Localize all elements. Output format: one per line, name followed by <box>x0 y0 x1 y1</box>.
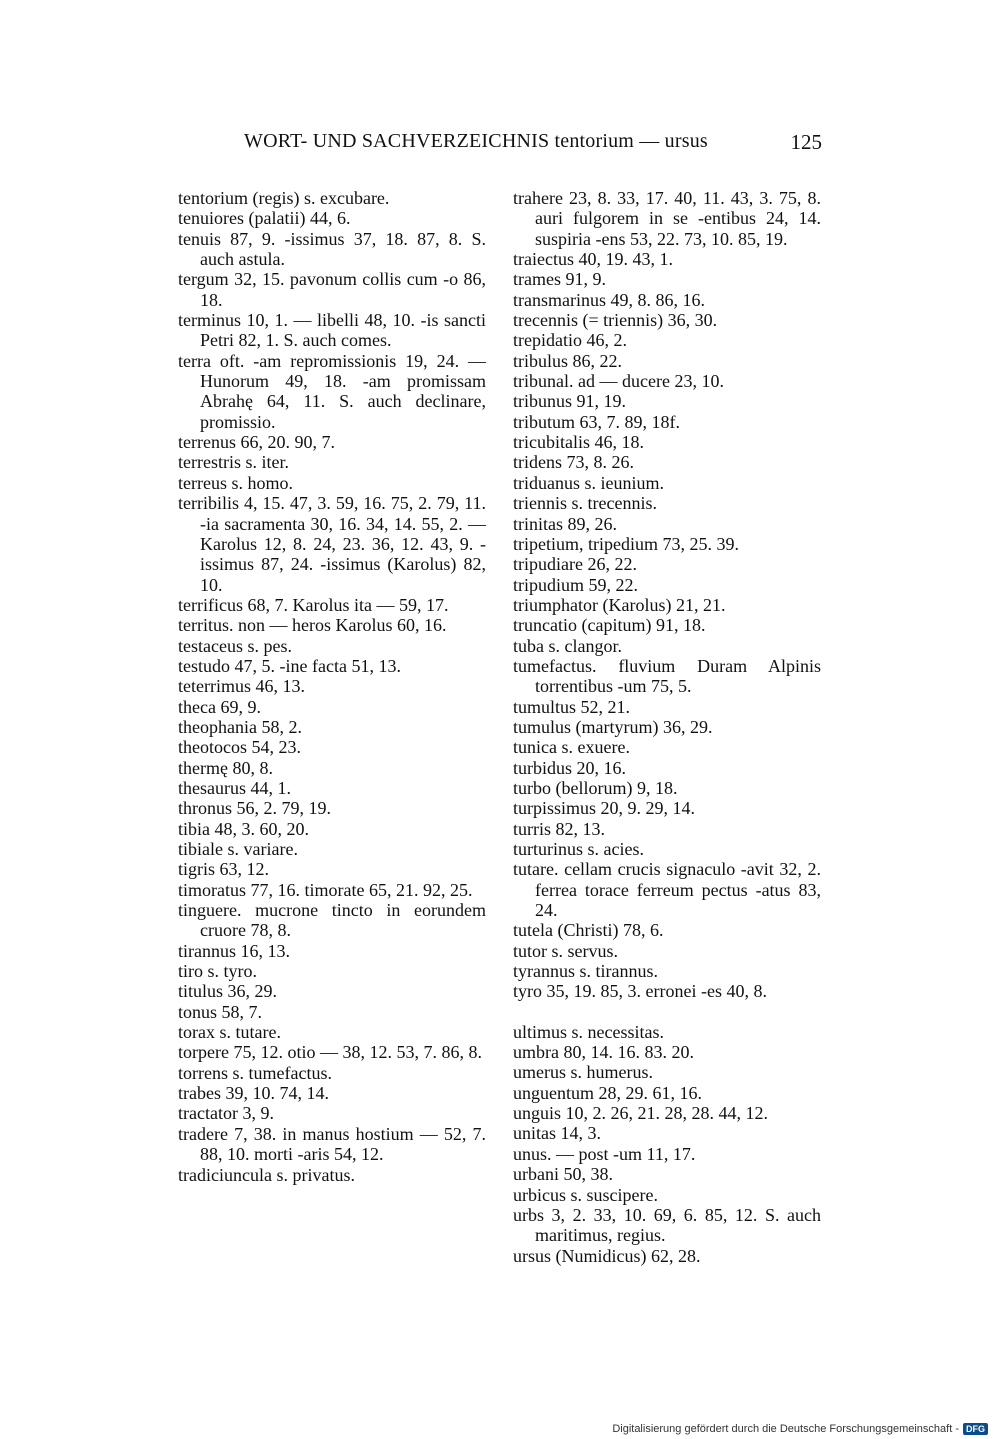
page-header <box>244 130 822 160</box>
index-entry: trabes 39, 10. 74, 14. <box>178 1083 329 1104</box>
index-entry: territus. non — heros Karolus 60, 16. <box>178 615 447 636</box>
index-entry: triduanus s. ieunium. <box>513 472 664 493</box>
index-entry: tribunus 91, 19. <box>513 391 627 412</box>
index-entry: thermę 80, 8. <box>178 757 273 778</box>
index-entry: tradiciuncula s. privatus. <box>178 1164 355 1185</box>
index-entry: teterrimus 46, 13. <box>178 676 305 697</box>
index-entry: tiro s. tyro. <box>178 961 257 982</box>
index-entry: tenuis 87, 9. -issimus 37, 18. 87, 8. S. auch astula. <box>178 228 486 270</box>
index-entry: tumefactus. fluvium Duram Alpinis torrentibus -um 75, 5. <box>513 655 821 697</box>
running-title: WORT- UND SACHVERZEICHNIS tentorium — ursus <box>244 130 708 152</box>
index-entry: tricubitalis 46, 18. <box>513 432 644 453</box>
digitization-footer <box>612 1423 988 1435</box>
index-entry: turris 82, 13. <box>513 818 605 839</box>
index-entry: transmarinus 49, 8. 86, 16. <box>513 289 705 310</box>
index-entry: tonus 58, 7. <box>178 1001 263 1022</box>
page-number: 125 <box>790 130 822 154</box>
index-entry: thesaurus 44, 1. <box>178 777 291 798</box>
index-entry: terrenus 66, 20. 90, 7. <box>178 432 335 453</box>
index-entry: torax s. tutare. <box>178 1022 281 1043</box>
section-gap <box>513 1002 821 1022</box>
index-entry: tigris 63, 12. <box>178 859 270 880</box>
index-entry: tibia 48, 3. 60, 20. <box>178 818 309 839</box>
index-entry: terminus 10, 1. — libelli 48, 10. -is sancti Petri 82, 1. S. auch comes. <box>178 310 486 351</box>
index-entry: tumultus 52, 21. <box>513 696 631 717</box>
index-entry: trahere 23, 8. 33, 17. 40, 11. 43, 3. 75, 8. auri fulgorem in se -entibus 24, 14. suspiria -ens 53, 22. 73, 10. 85, 19. <box>513 188 821 249</box>
index-entry: tergum 32, 15. pavonum collis cum -o 86, 18. <box>178 269 486 310</box>
footer-text: Digitalisierung gefördert durch die Deutsche Forschungsgemeinschaft - <box>612 1423 959 1435</box>
index-entry: torrens s. tumefactus. <box>178 1062 332 1083</box>
index-entry: tumulus (martyrum) 36, 29. <box>513 716 713 737</box>
index-entry: tributum 63, 7. 89, 18f. <box>513 411 680 432</box>
index-entry: turturinus s. acies. <box>513 839 644 859</box>
index-entry: tutela (Christi) 78, 6. <box>513 920 664 941</box>
index-entry: terrestris s. iter. <box>178 452 289 473</box>
index-entry: tridens 73, 8. 26. <box>513 452 634 473</box>
index-entry: unguentum 28, 29. 61, 16. <box>513 1082 702 1103</box>
index-entry: urbani 50, 38. <box>513 1164 613 1185</box>
index-entry: tuba s. clangor. <box>513 635 622 656</box>
index-entry: tyrannus s. tirannus. <box>513 961 658 982</box>
index-entry: torpere 75, 12. otio — 38, 12. 53, 7. 86, 8. <box>178 1042 482 1063</box>
index-entry: tyro 35, 19. 85, 3. erronei -es 40, 8. <box>513 981 767 1002</box>
index-entry: truncatio (capitum) 91, 18. <box>513 615 706 636</box>
right-column-u-entries <box>513 1022 821 1266</box>
index-entry: trinitas 89, 26. <box>513 513 617 534</box>
index-entry: testaceus s. pes. <box>178 635 292 656</box>
index-entry: tribulus 86, 22. <box>513 350 623 371</box>
index-entry: tutare. cellam crucis signaculo -avit 32, 2. ferrea torace ferreum pectus -atus 83, 24. <box>513 859 821 921</box>
index-entry: terrificus 68, 7. Karolus ita — 59, 17. <box>178 594 449 615</box>
left-column <box>178 188 486 1185</box>
index-entry: tutor s. servus. <box>513 940 618 961</box>
index-entry: turbidus 20, 16. <box>513 757 627 778</box>
index-entry: trecennis (= triennis) 36, 30. <box>513 310 718 331</box>
index-entry: ultimus s. necessitas. <box>513 1021 664 1042</box>
index-entry: tentorium (regis) s. excubare. <box>178 188 390 208</box>
index-entry: thronus 56, 2. 79, 19. <box>178 798 331 819</box>
index-entry: unus. — post -um 11, 17. <box>513 1143 696 1164</box>
index-entry: tunica s. exuere. <box>513 737 630 758</box>
index-entry: tractator 3, 9. <box>178 1103 274 1124</box>
dfg-logo-icon: DFG <box>963 1423 988 1435</box>
index-entry: ursus (Numidicus) 62, 28. <box>513 1245 701 1266</box>
index-entry: tripudiare 26, 22. <box>513 554 637 575</box>
index-entry: theotocos 54, 23. <box>178 737 301 758</box>
index-entry: terribilis 4, 15. 47, 3. 59, 16. 75, 2. 79, 11. -ia sacramenta 30, 16. 34, 14. 55, 2. — Karolus 12, 8. 24, 23. 36, 12. 43, 9. -issimus 87, 24. -issimus (Karolus) 82, 10. <box>178 493 486 595</box>
index-entry: unitas 14, 3. <box>513 1123 601 1144</box>
index-entry: tenuiores (palatii) 44, 6. <box>178 208 351 229</box>
index-entry: tinguere. mucrone tincto in eorundem cruore 78, 8. <box>178 900 486 941</box>
index-entry: umbra 80, 14. 16. 83. 20. <box>513 1042 694 1063</box>
index-entry: theca 69, 9. <box>178 696 261 717</box>
right-column <box>513 188 821 1266</box>
index-entry: terra oft. -am repromissionis 19, 24. — Hunorum 49, 18. -am promissam Abrahę 64, 11. S. auch declinare, promissio. <box>178 350 486 432</box>
index-entry: terreus s. homo. <box>178 472 293 493</box>
index-entry: unguis 10, 2. 26, 21. 28, 28. 44, 12. <box>513 1103 769 1124</box>
index-entry: urbicus s. suscipere. <box>513 1184 658 1205</box>
index-entry: turbo (bellorum) 9, 18. <box>513 777 678 798</box>
index-entry: tirannus 16, 13. <box>178 940 290 961</box>
index-entry: urbs 3, 2. 33, 10. 69, 6. 85, 12. S. auch maritimus, regius. <box>513 1204 821 1246</box>
right-column-t-entries <box>513 188 821 1002</box>
index-entry: titulus 36, 29. <box>178 981 278 1002</box>
index-entry: tribunal. ad — ducere 23, 10. <box>513 371 724 392</box>
index-entry: traiectus 40, 19. 43, 1. <box>513 249 673 270</box>
index-entry: testudo 47, 5. -ine facta 51, 13. <box>178 655 401 676</box>
index-entry: timoratus 77, 16. timorate 65, 21. 92, 25. <box>178 879 473 900</box>
index-entry: tripudium 59, 22. <box>513 574 638 595</box>
index-entry: tradere 7, 38. in manus hostium — 52, 7. 88, 10. morti -aris 54, 12. <box>178 1123 486 1165</box>
index-entry: theophania 58, 2. <box>178 716 302 737</box>
index-entry: tibiale s. variare. <box>178 839 298 859</box>
index-entry: triumphator (Karolus) 21, 21. <box>513 594 726 615</box>
index-entry: trepidatio 46, 2. <box>513 330 627 351</box>
index-entry: trames 91, 9. <box>513 269 606 290</box>
index-entry: triennis s. trecennis. <box>513 493 657 514</box>
index-entry: umerus s. humerus. <box>513 1062 653 1083</box>
index-entry: tripetium, tripedium 73, 25. 39. <box>513 533 739 554</box>
index-entry: turpissimus 20, 9. 29, 14. <box>513 798 696 819</box>
